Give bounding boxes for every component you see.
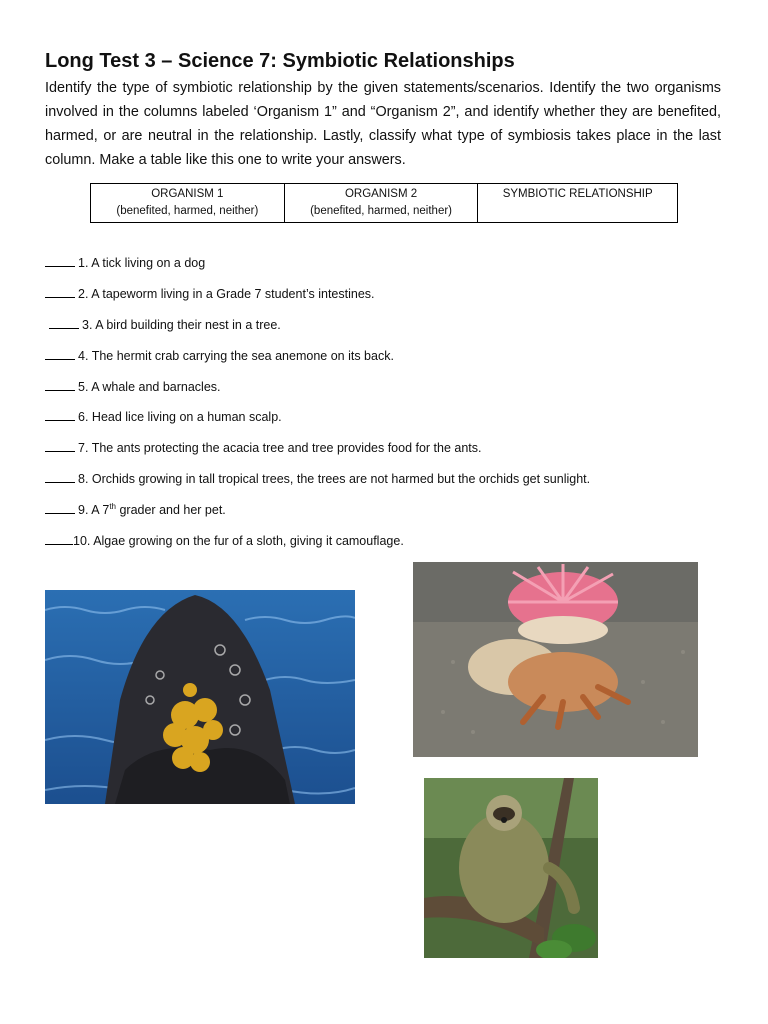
question-item: 10. Algae growing on the fur of a sloth, giving it camouflage. <box>45 533 404 548</box>
col-relationship-heading: SYMBIOTIC RELATIONSHIP <box>502 188 653 200</box>
instructions: Identify the type of symbiotic relationship by the given statements/scenarios. Identify the two organisms involved in the columns labeled ‘Organism 1” and “Organism 2”, and identify whether they are benefited, harmed, or are neutral in the relationship. Lastly, classify what type of symbiosis takes place in the last column. Make a table like this one to write your answers. <box>45 80 721 168</box>
answer-blank[interactable] <box>45 255 75 267</box>
question-item: 8. Orchids growing in tall tropical trees, the trees are not harmed but the orchids get sunlight. <box>45 471 590 486</box>
page-title: Long Test 3 – Science 7: Symbiotic Relationships <box>45 50 515 72</box>
answer-blank[interactable] <box>45 502 75 514</box>
answer-blank[interactable] <box>45 286 75 298</box>
answer-blank[interactable] <box>49 317 79 329</box>
col-organism2-heading: ORGANISM 2 <box>344 188 418 200</box>
answer-blank[interactable] <box>45 348 75 360</box>
question-item: 6. Head lice living on a human scalp. <box>45 409 282 424</box>
answer-blank[interactable] <box>45 471 75 483</box>
whale-barnacles-photo <box>45 590 355 804</box>
col-organism1-sub: (benefited, harmed, neither) <box>116 205 259 217</box>
hermit-crab-anemone-photo <box>413 562 698 757</box>
answer-blank[interactable] <box>45 533 73 545</box>
answer-blank[interactable] <box>45 379 75 391</box>
sloth-algae-photo <box>424 778 598 958</box>
question-item: 4. The hermit crab carrying the sea anemone on its back. <box>45 348 394 363</box>
answer-blank[interactable] <box>45 440 75 452</box>
question-item: 3. A bird building their nest in a tree. <box>49 317 281 332</box>
col-organism2-sub: (benefited, harmed, neither) <box>310 205 453 217</box>
question-item: 1. A tick living on a dog <box>45 255 205 270</box>
question-item: 5. A whale and barnacles. <box>45 379 221 394</box>
col-organism1-heading: ORGANISM 1 <box>151 188 224 200</box>
question-item: 2. A tapeworm living in a Grade 7 student’s intestines. <box>45 286 375 301</box>
answer-table-template <box>90 183 678 223</box>
answer-blank[interactable] <box>45 409 75 421</box>
question-item: 7. The ants protecting the acacia tree and tree provides food for the ants. <box>45 440 482 455</box>
question-item: 9. A 7th grader and her pet. <box>45 502 226 517</box>
